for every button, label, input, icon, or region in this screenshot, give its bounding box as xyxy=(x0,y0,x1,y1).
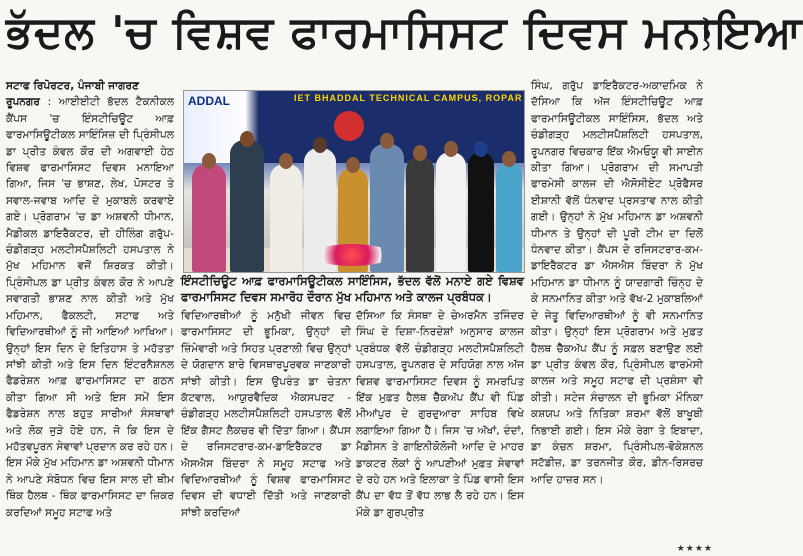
pharmacy-logo-icon xyxy=(334,111,364,141)
article-text-col4: ਸਿੰਘ, ਗਰੁੱਪ ਡਾਇਰੈਕਟਰ-ਅਕਾਦਮਿਕ ਨੇ ਦੱਸਿਆ ਕਿ ਅੱਜ ਇੰਸਟੀਚਿਊਟ ਆਫ਼ ਫਾਰਮਾਸਿਊਟੀਕਲ ਸਾਇੰਸਿਸ, ਭੱਦਲ ਅਤੇ ਚੰਡੀਗੜ੍ਹ ਮਲਟੀਸਪੈਸ਼ਲਿਟੀ ਹਸਪਤਾਲ, ਰੂਪਨਗਰ ਵਿਚਕਾਰ ਇੱਕ ਐਮਓਯੂ ਵੀ ਸਾਈਨ ਕੀਤਾ ਗਿਆ। ਪ੍ਰੋਗਰਾਮ ਦੀ ਸਮਾਪਤੀ ਫਾਰਮੇਸੀ ਕਾਲਜ ਦੀ ਐਸੋਸੀਏਟ ਪ੍ਰੋਫੈਸਰ ਈਸ਼ਾਨੀ ਵੱਲੋਂ ਧੰਨਵਾਦ ਪ੍ਰਸਤਾਵ ਨਾਲ ਕੀਤੀ ਗਈ। ਉਨ੍ਹਾਂ ਨੇ ਮੁੱਖ ਮਹਿਮਾਨ ਡਾ ਅਸ਼ਵਨੀ ਧੀਮਾਨ ਤੇ ਉਨ੍ਹਾਂ ਦੀ ਪੂਰੀ ਟੀਮ ਦਾ ਦਿਲੋਂ ਧੰਨਵਾਦ ਕੀਤਾ। ਕੈਂਪਸ ਦੇ ਰਜਿਸਟਰਾਰ-ਕਮ-ਡਾਇਰੈਕਟਰ ਡਾ ਐਸਐਸ ਬਿੰਦਰਾ ਨੇ ਮੁੱਖ ਮਹਿਮਾਨ ਡਾ ਧੀਮਾਨ ਨੂੰ ਯਾਦਗਾਰੀ ਚਿੰਨ੍ਹ ਦੇ ਕੇ ਸਨਮਾਨਿਤ ਕੀਤਾ ਅਤੇ ਵੱਖ-2 ਮੁਕਾਬਲਿਆਂ ਦੇ ਜੇਤੂ ਵਿਦਿਆਰਥੀਆਂ ਨੂੰ ਵੀ ਸਨਮਾਨਿਤ ਕੀਤਾ। ਉਨ੍ਹਾਂ ਇਸ ਪ੍ਰੋਗਰਾਮ ਅਤੇ ਮੁਫ਼ਤ ਹੈਲਥ ਚੈੱਕਅੱਪ ਕੈਂਪ ਨੂੰ ਸਫ਼ਲ ਬਣਾਉਣ ਲਈ ਡਾ ਪ੍ਰੀਤ ਕੰਵਲ ਕੌਰ, ਪ੍ਰਿੰਸੀਪਲ ਫਾਰਮੇਸੀ ਕਾਲਜ ਅਤੇ ਸਮੂਹ ਸਟਾਫ ਦੀ ਪ੍ਰਸ਼ੰਸਾ ਵੀ ਕੀਤੀ। ਸਟੇਜ ਸੰਚਾਲਨ ਦੀ ਭੂਮਿਕਾ ਮੌਨਿਕਾ ਕਸ਼ਯਪ ਅਤੇ ਨਿਤਿਕਾ ਸ਼ਰਮਾ ਵੱਲੋਂ ਬਾਖੂਬੀ ਨਿਭਾਈ ਗਈ। ਇਸ ਮੌਕੇ ਰੇਗਾ ਤੇ ਇਬਾਦਾ, ਡਾ ਕੰਚਨ ਸ਼ਰਮਾ, ਪ੍ਰਿੰਸੀਪਲ-ਵੋਕੇਸ਼ਨਲ ਸਟੱਡੀਜ਼, ਡਾ ਤਰਨਜੀਤ ਕੌਰ, ਡੀਨ-ਰਿਸਰਚ ਆਦਿ ਹਾਜ਼ਰ ਸਨ। xyxy=(531,80,703,486)
person-head xyxy=(380,133,394,149)
person-head xyxy=(240,131,254,147)
dateline: ਰੂਪਨਗਰ xyxy=(6,96,40,109)
banner-logo-text: ADDAL xyxy=(188,94,230,108)
page-footer-stars: ★★★★ xyxy=(676,544,713,554)
person-figure xyxy=(496,162,522,272)
person-head xyxy=(444,141,458,157)
byline: ਸਟਾਫ ਰਿਪੋਰਟਰ, ਪੰਜਾਬੀ ਜਾਗਰਣ xyxy=(6,80,139,92)
article-column-4 xyxy=(531,78,703,554)
article-column-1 xyxy=(6,78,174,554)
article-text-col2: ਵਿਦਿਆਰਥੀਆਂ ਨੂੰ ਮਨੁੱਖੀ ਜੀਵਨ ਵਿਚ ਫਾਰਮਾਸਿਸਟ ਦੀ ਭੂਮਿਕਾ, ਉਨ੍ਹਾਂ ਦੀ ਜ਼ਿੰਮੇਵਾਰੀ ਅਤੇ ਸਿਹਤ ਪ੍ਰਣਾਲੀ ਵਿਚ ਉਨ੍ਹਾਂ ਦੇ ਯੋਗਦਾਨ ਬਾਰੇ ਵਿਸਥਾਰਪੂਰਵਕ ਜਾਣਕਾਰੀ ਸਾਂਝੀ ਕੀਤੀ। ਇਸ ਉਪਰੰਤ ਡਾ ਚੇਤਨਾ ਕੱਟਵਾਲ, ਆਯੁਰਵੈਦਿਕ ਐਕਸਪਰਟ - ਚੰਡੀਗੜ੍ਹ ਮਲਟੀਸਪੈਸ਼ਲਿਟੀ ਹਸਪਤਾਲ ਵੱਲੋਂ ਇੱਕ ਗੈਸਟ ਲੈਕਚਰ ਵੀ ਦਿੱਤਾ ਗਿਆ। ਕੈਂਪਸ ਦੇ ਰਜਿਸਟਰਾਰ-ਕਮ-ਡਾਇਰੈਕਟਰ ਡਾ ਐਸਐਸ ਬਿੰਦਰਾ ਨੇ ਸਮੂਹ ਸਟਾਫ ਅਤੇ ਵਿਦਿਆਰਥੀਆਂ ਨੂੰ ਵਿਸ਼ਵ ਫਾਰਮਾਸਿਸਟ ਦਿਵਸ ਦੀ ਵਧਾਈ ਦਿੱਤੀ ਅਤੇ ਜਾਣਕਾਰੀ ਸਾਂਝੀ ਕਰਦਿਆਂ xyxy=(181,310,351,519)
person-head xyxy=(279,153,293,169)
person-figure xyxy=(192,164,226,272)
person-figure xyxy=(230,140,264,272)
person-head xyxy=(313,137,327,153)
headline: ਭੱਦਲ 'ਚ ਵਿਸ਼ਵ ਫਾਰਮਾਸਿਸਟ ਦਿਵਸ ਮਨਾਇਆ xyxy=(6,7,803,58)
person-head xyxy=(346,157,360,173)
person-figure xyxy=(406,156,434,272)
article-text-col3: ਦੱਸਿਆ ਕਿ ਸੰਸਥਾ ਦੇ ਚੇਅਰਮੈਨ ਤਜਿੰਦਰ ਸਿੰਘ ਦੇ ਦਿਸ਼ਾ-ਨਿਰਦੇਸ਼ਾਂ ਅਨੁਸਾਰ ਕਾਲਜ ਪ੍ਰਬੰਧਕ ਵੱਲੋਂ ਚੰਡੀਗੜ੍ਹ ਮਲਟੀਸਪੈਸ਼ਲਿਟੀ ਹਸਪਤਾਲ, ਰੂਪਨਗਰ ਦੇ ਸਹਿਯੋਗ ਨਾਲ ਅੱਜ ਵਿਸ਼ਵ ਫਾਰਮਾਸਿਸਟ ਦਿਵਸ ਨੂੰ ਸਮਰਪਿਤ ਇੱਕ ਮੁਫ਼ਤ ਹੈਲਥ ਚੈੱਕਅੱਪ ਕੈਂਪ ਵੀ ਪਿੰਡ ਮੀਆਂਪੁਰ ਦੇ ਗੁਰਦੁਆਰਾ ਸਾਹਿਬ ਵਿਖੇ ਲਗਾਇਆ ਗਿਆ ਹੈ। ਜਿਸ 'ਚ ਅੱਖਾਂ, ਦੰਦਾਂ, ਮੈਡੀਸਨ ਤੇ ਗਾਇਨੀਕੋਲੋਜੀ ਆਦਿ ਦੇ ਮਾਹਰ ਡਾਕਟਰ ਲੋਕਾਂ ਨੂੰ ਆਪਣੀਆਂ ਮੁਫ਼ਤ ਸੇਵਾਵਾਂ ਦੇ ਰਹੇ ਹਨ ਅਤੇ ਇਲਾਕਾ ਤੇ ਪਿੰਡ ਵਾਸੀ ਇਸ ਕੈਂਪ ਦਾ ਵੱਧ ਤੋਂ ਵੱਧ ਲਾਭ ਲੈ ਰਹੇ ਹਨ। ਇਸ ਮੌਕੇ ਡਾ ਗੁਰਪ੍ਰੀਤ xyxy=(356,310,524,519)
event-photo xyxy=(183,90,525,273)
page-edge-ornament xyxy=(701,14,715,54)
article-column-3 xyxy=(356,308,524,554)
person-figure xyxy=(436,152,466,272)
banner-title: IET BHADDAL TECHNICAL CAMPUS, ROPAR xyxy=(294,93,523,103)
person-figure xyxy=(270,164,302,272)
flower-decoration xyxy=(312,244,392,266)
article-text-col1: : ਆਈਈਟੀ ਭੱਦਲ ਟੈਕਨੀਕਲ ਕੈਂਪਸ 'ਚ ਇੰਸਟੀਚਿਊਟ ਆਫ਼ ਫਾਰਮਾਸਿਊਟੀਕਲ ਸਾਇੰਸਿਜ਼ ਦੀ ਪ੍ਰਿੰਸੀਪਲ ਡਾ ਪ੍ਰੀਤ ਕੰਵਲ ਕੌਰ ਦੀ ਅਗਵਾਈ ਹੇਠ ਵਿਸ਼ਵ ਫਾਰਮਾਸਿਸਟ ਦਿਵਸ ਮਨਾਇਆ ਗਿਆ, ਜਿਸ 'ਚ ਭਾਸ਼ਣ, ਲੇਖ, ਪੋਸਟਰ ਤੇ ਸਵਾਲ-ਜਵਾਬ ਆਦਿ ਦੇ ਮੁਕਾਬਲੇ ਕਰਵਾਏ ਗਏ। ਪ੍ਰੋਗਰਾਮ 'ਚ ਡਾ ਅਸ਼ਵਨੀ ਧੀਮਾਨ, ਮੈਡੀਕਲ ਡਾਇਰੈਕਟਰ, ਦੀ ਹੀਲਿੰਗ ਗਰੁੱਪ-ਚੰਡੀਗੜ੍ਹ ਮਲਟੀਸਪੈਸ਼ਲਿਟੀ ਹਸਪਤਾਲ ਨੇ ਮੁੱਖ ਮਹਿਮਾਨ ਵਜੋਂ ਸ਼ਿਰਕਤ ਕੀਤੀ। ਪ੍ਰਿੰਸੀਪਲ ਡਾ ਪ੍ਰੀਤ ਕੰਵਲ ਕੌਰ ਨੇ ਆਪਣੇ ਸਵਾਗਤੀ ਭਾਸ਼ਣ ਨਾਲ ਕੀਤੀ ਅਤੇ ਮੁੱਖ ਮਹਿਮਾਨ, ਫੈਕਲਟੀ, ਸਟਾਫ ਅਤੇ ਵਿਦਿਆਰਥੀਆਂ ਨੂੰ ਜੀ ਆਇਆਂ ਆਖਿਆ। ਉਨ੍ਹਾਂ ਇਸ ਦਿਨ ਦੇ ਇਤਿਹਾਸ ਤੇ ਮਹੱਤਤਾ ਸਾਂਝੀ ਕੀਤੀ ਅਤੇ ਇਸ ਦਿਨ ਇੰਟਰਨੈਸ਼ਨਲ ਫੈਡਰੇਸ਼ਨ ਆਫ਼ ਫਾਰਮਾਸਿਸਟ ਦਾ ਗਠਨ ਕੀਤਾ ਗਿਆ ਸੀ ਅਤੇ ਇਸ ਸਮੇਂ ਇਸ ਫੈਡਰੇਸ਼ਨ ਨਾਲ ਬਹੁਤ ਸਾਰੀਆਂ ਸੰਸਥਾਵਾਂ ਅਤੇ ਲੋਕ ਜੁੜੇ ਹੋਏ ਹਨ, ਜੋ ਕਿ ਇਸ ਦੇ ਮਹੱਤਵਪੂਰਨ ਸੇਵਾਵਾਂ ਪ੍ਰਦਾਨ ਕਰ ਰਹੇ ਹਨ। ਇਸ ਮੌਕੇ ਮੁੱਖ ਮਹਿਮਾਨ ਡਾ ਅਸ਼ਵਨੀ ਧੀਮਾਨ ਨੇ ਆਪਣੇ ਸੰਬੋਧਨ ਵਿਚ ਇਸ ਸਾਲ ਦੀ ਥੀਮ ਥਿੰਕ ਹੈਲਥ - ਥਿੰਕ ਫਾਰਮਾਸਿਸਟ ਦਾ ਜ਼ਿਕਰ ਕਰਦਿਆਂ ਸਮੂਹ ਸਟਾਫ ਅਤੇ xyxy=(6,96,174,519)
photo-caption: ਇੰਸਟੀਚਿਊਟ ਆਫ਼ ਫਾਰਮਾਸਿਊਟੀਕਲ ਸਾਇੰਸਿਸ, ਭੱਦਲ ਵੱਲੋਂ ਮਨਾਏ ਗਏ ਵਿਸ਼ਵ ਫਾਰਮਾਸਿਸਟ ਦਿਵਸ ਸਮਾਰੋਹ ਦੌਰਾਨ ਮੁੱਖ ਮਹਿਮਾਨ ਅਤੇ ਕਾਲਜ ਪ੍ਰਬੰਧਕ। xyxy=(181,274,524,304)
person-head xyxy=(202,153,216,169)
article-column-2 xyxy=(181,308,351,554)
person-head xyxy=(413,145,427,161)
person-head xyxy=(474,141,488,157)
person-head xyxy=(502,151,516,167)
person-figure xyxy=(468,152,494,272)
